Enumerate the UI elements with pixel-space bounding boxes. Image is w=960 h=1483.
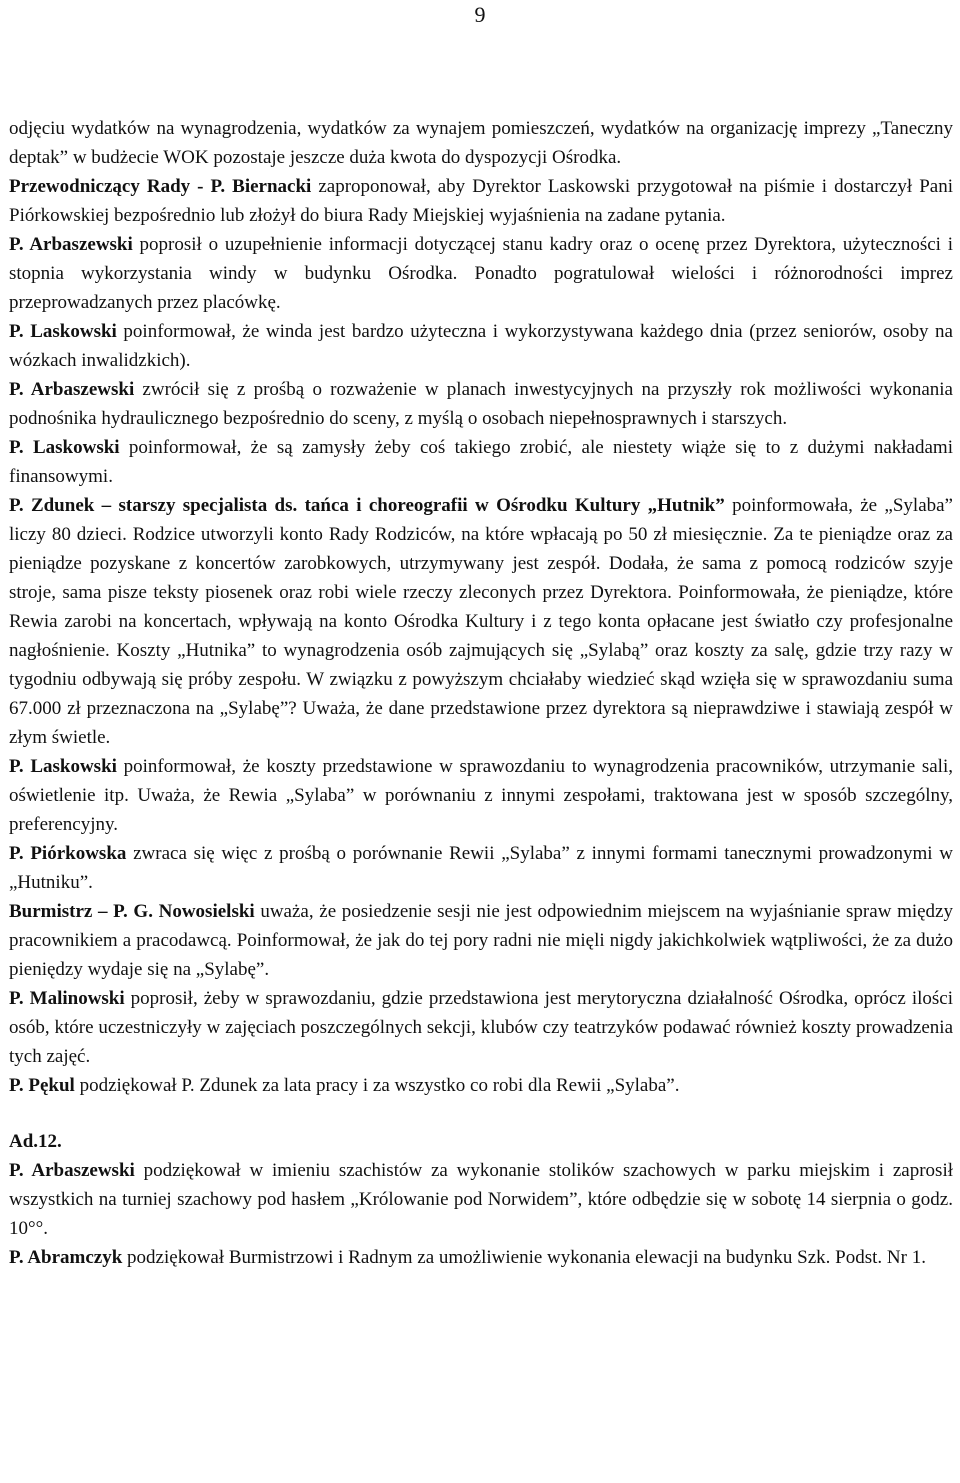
speaker-name: P. Laskowski	[9, 756, 117, 777]
paragraph	[9, 752, 953, 839]
document-body	[9, 114, 953, 1272]
speaker-name: P. Laskowski	[9, 437, 120, 458]
speaker-name: Burmistrz – P. G. Nowosielski	[9, 901, 255, 922]
speaker-name: P. Laskowski	[9, 321, 117, 342]
speaker-name: P. Arbaszewski	[9, 379, 135, 400]
paragraph-text: zwrócił się z prośbą o rozważenie w planach inwestycyjnych na przyszły rok możliwości wykonania podnośnika hydraulicznego bezpośrednio do sceny, z myślą o osobach niepełnosprawnych i starszych.	[9, 379, 953, 429]
paragraphs	[9, 114, 953, 1100]
speaker-name: P. Piórkowska	[9, 843, 127, 864]
paragraph-text: poinformował, że winda jest bardzo użyteczna i wykorzystywana każdego dnia (przez seniorów, osoby na wózkach inwalidzkich).	[9, 321, 953, 371]
paragraph	[9, 375, 953, 433]
paragraph-text: zwraca się więc z prośbą o porównanie Rewii „Sylaba” z innymi formami tanecznymi prowadzonymi w „Hutniku”.	[9, 843, 953, 893]
paragraph	[9, 897, 953, 984]
paragraph	[9, 1071, 953, 1100]
paragraph	[9, 491, 953, 752]
section-heading: Ad.12.	[9, 1131, 62, 1152]
speaker-name: P. Abramczyk	[9, 1247, 123, 1268]
speaker-name: P. Arbaszewski	[9, 1160, 135, 1181]
paragraph	[9, 1156, 953, 1243]
paragraph	[9, 114, 953, 172]
speaker-name: P. Zdunek – starszy specjalista ds. tańca i choreografii w Ośrodku Kultury „Hutnik”	[9, 495, 725, 516]
section-paragraphs	[9, 1156, 953, 1272]
paragraph-text: podziękował P. Zdunek za lata pracy i za wszystko co robi dla Rewii „Sylaba”.	[74, 1075, 680, 1096]
speaker-name: Przewodniczący Rady - P. Biernacki	[9, 176, 312, 197]
paragraph	[9, 984, 953, 1071]
paragraph-text: odjęciu wydatków na wynagrodzenia, wydatków za wynajem pomieszczeń, wydatków na organizację imprezy „Taneczny deptak” w budżecie WOK pozostaje jeszcze duża kwota do dyspozycji Ośrodka.	[9, 118, 953, 168]
speaker-name: P. Malinowski	[9, 988, 125, 1009]
page-number: 9	[474, 2, 486, 27]
paragraph	[9, 433, 953, 491]
paragraph-text: uważa, że posiedzenie sesji nie jest odpowiednim miejscem na wyjaśnianie spraw między pracownikiem a pracodawcą. Poinformował, że jak do tej pory radni nie mięli nigdy jakichkolwiek wątpliwości, że za dużo pieniędzy wydaje się na „Sylabę”.	[9, 901, 953, 980]
paragraph	[9, 317, 953, 375]
paragraph-text: podziękował w imieniu szachistów za wykonanie stolików szachowych w parku miejskim i zaprosił wszystkich na turniej szachowy pod hasłem „Królowanie pod Norwidem”, które odbędzie się w sobotę 14 sierpnia o godz. 10°°.	[9, 1160, 954, 1239]
paragraph-text: podziękował Burmistrzowi i Radnym za umożliwienie wykonania elewacji na budynku Szk. Podst. Nr 1.	[122, 1247, 926, 1268]
paragraph	[9, 230, 953, 317]
speaker-name: P. Pękul	[9, 1075, 75, 1096]
paragraph-text: poprosił, żeby w sprawozdaniu, gdzie przedstawiona jest merytoryczna działalność Ośrodka, oprócz ilości osób, które uczestniczyły w zajęciach poszczególnych sekcji, klubów czy teatrzyków podawać również koszty prowadzenia tych zajęć.	[9, 988, 953, 1067]
paragraph	[9, 1243, 953, 1272]
speaker-name: P. Arbaszewski	[9, 234, 133, 255]
paragraph-text: zaproponował, aby Dyrektor Laskowski przygotował na piśmie i dostarczył Pani Piórkowskiej bezpośrednio lub złożył do biura Rady Miejskiej wyjaśnienia na zadane pytania.	[9, 176, 953, 226]
paragraph-text: poinformowała, że „Sylaba” liczy 80 dzieci. Rodzice utworzyli konto Rady Rodziców, na które wpłacają po 50 zł miesięcznie. Za te pieniądze oraz za pieniądze pozyskane z koncertów zarobkowych, utrzymywany jest zespół. Dodała, że sama z pomocą rodziców szyje stroje, sama pisze teksty piosenek oraz robi wiele rzeczy zleconych przez Dyrektora. Poinformowała, że pieniądze, które Rewia zarobi na koncertach, wpływają na konto Ośrodka Kultury i z tego konta opłacane jest światło czy profesjonalne nagłośnienie. Koszty „Hutnika” to wynagrodzenia osób zajmujących się „Sylabą” oraz koszty za salę, gdzie trzy razy w tygodniu odbywają się próby zespołu. W związku z powyższym chciałaby wiedzieć skąd wzięła się w sprawozdaniu suma 67.000 zł przeznaczona na „Sylabę”? Uważa, że dane przedstawione przez dyrektora są nieprawdziwe i stawiają zespół w złym świetle.	[9, 495, 953, 748]
paragraph-text: poinformował, że koszty przedstawione w sprawozdaniu to wynagrodzenia pracowników, utrzymanie sali, oświetlenie itp. Uważa, że Rewia „Sylaba” w porównaniu z innymi zespołami, traktowana jest w sposób szczególny, preferencyjny.	[9, 756, 953, 835]
paragraph	[9, 839, 953, 897]
paragraph-text: poprosił o uzupełnienie informacji dotyczącej stanu kadry oraz o ocenę przez Dyrektora, użyteczności i stopnia wykorzystania windy w budynku Ośrodka. Ponadto pogratulował wielości i różnorodności imprez przeprowadzanych przez placówkę.	[9, 234, 953, 313]
paragraph	[9, 172, 953, 230]
paragraph-text: poinformował, że są zamysły żeby coś takiego zrobić, ale niestety wiąże się to z dużymi nakładami finansowymi.	[9, 437, 953, 487]
